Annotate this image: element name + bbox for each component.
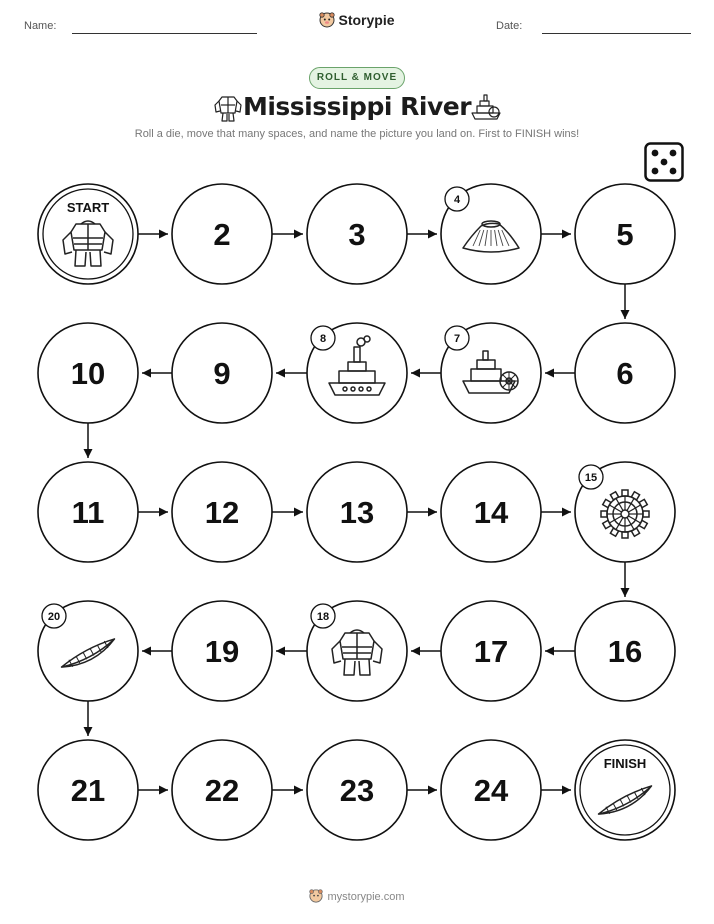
- footer-url[interactable]: mystorypie.com: [327, 891, 405, 903]
- space-number: 12: [204, 495, 240, 530]
- board-space[interactable]: [307, 740, 407, 840]
- space-number: 6: [616, 356, 634, 391]
- space-number: 3: [348, 217, 366, 252]
- board-space[interactable]: [575, 462, 675, 562]
- board-space[interactable]: [38, 740, 138, 840]
- space-number: 18: [316, 611, 330, 623]
- space-number: 7: [453, 333, 461, 345]
- space-number: 20: [47, 611, 61, 623]
- space-number: 4: [453, 194, 461, 206]
- board-space[interactable]: [172, 184, 272, 284]
- space-number: 8: [319, 333, 327, 345]
- board-space[interactable]: [172, 740, 272, 840]
- space-number: 11: [71, 495, 105, 530]
- board-space[interactable]: [441, 323, 541, 423]
- instructions: Roll a die, move that many spaces, and name the picture you land on. First to FINISH wins!: [134, 128, 580, 140]
- board-space[interactable]: [575, 601, 675, 701]
- board-space[interactable]: [441, 601, 541, 701]
- space-number: 24: [473, 773, 509, 808]
- board-space[interactable]: [38, 323, 138, 423]
- footer: [0, 889, 714, 903]
- page-title: Mississippi River: [242, 92, 472, 121]
- board-space[interactable]: [441, 740, 541, 840]
- space-number: 10: [70, 356, 106, 391]
- space-number: 21: [70, 773, 106, 808]
- board-space[interactable]: [307, 601, 407, 701]
- board-space[interactable]: [38, 601, 138, 701]
- space-number: 13: [339, 495, 375, 530]
- space-number: 5: [616, 217, 634, 252]
- space-start[interactable]: [38, 184, 138, 284]
- space-circle: [575, 740, 675, 840]
- space-label: START: [66, 200, 110, 215]
- board-space[interactable]: [307, 323, 407, 423]
- space-number: 2: [213, 217, 231, 252]
- space-number: 15: [584, 472, 598, 484]
- board-space[interactable]: [441, 184, 541, 284]
- storypie-logo-icon: [309, 889, 323, 903]
- space-label: FINISH: [603, 756, 647, 771]
- board-space[interactable]: [575, 323, 675, 423]
- space-number: 22: [204, 773, 240, 808]
- board-space[interactable]: [307, 184, 407, 284]
- board-space[interactable]: [38, 462, 138, 562]
- board-space[interactable]: [172, 601, 272, 701]
- brand-name: Storypie: [338, 12, 395, 28]
- space-number: 23: [339, 773, 375, 808]
- board-space[interactable]: [575, 184, 675, 284]
- name-label: Name:: [24, 20, 57, 32]
- board-space[interactable]: [172, 323, 272, 423]
- space-number: 9: [213, 356, 231, 391]
- space-number: 14: [473, 495, 509, 530]
- board-space[interactable]: [172, 462, 272, 562]
- space-finish[interactable]: [575, 740, 675, 840]
- space-number: 17: [473, 634, 509, 669]
- board-space[interactable]: [307, 462, 407, 562]
- date-label: Date:: [496, 20, 523, 32]
- space-number: 16: [607, 634, 643, 669]
- space-number: 19: [204, 634, 240, 669]
- roll-move-badge: ROLL & MOVE: [309, 67, 405, 89]
- board-space[interactable]: [441, 462, 541, 562]
